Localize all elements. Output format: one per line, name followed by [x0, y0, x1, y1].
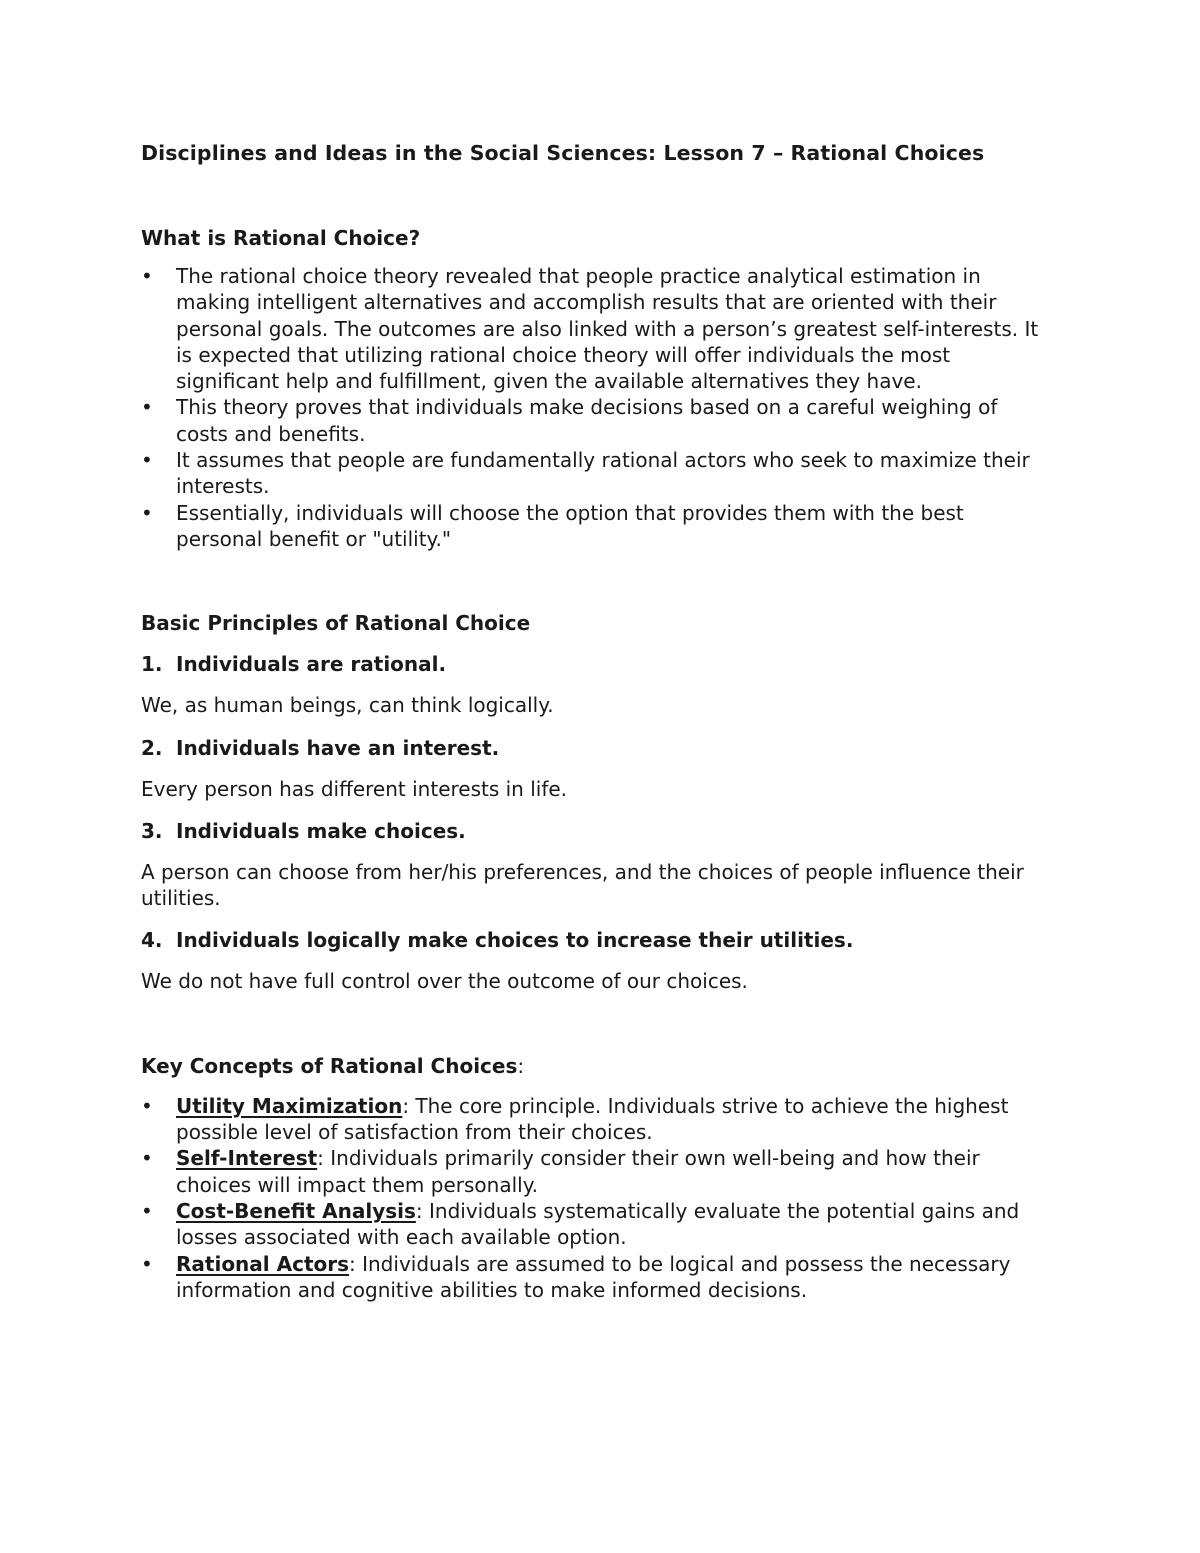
concept-term: Utility Maximization [176, 1093, 403, 1118]
bullet-text: The rational choice theory revealed that people practice analytical estimation in making intelligent alternatives and accomplish results that are oriented with their personal goals. The outcomes are also linked with a person’s greatest self-interests. It is expected that utilizing rational choice theory will offer individuals the most significant help and fulfillment, given the available alternatives they have. [176, 264, 1039, 394]
list-item [141, 1093, 1051, 1146]
key-concepts-heading-text: Key Concepts of Rational Choices [141, 1053, 518, 1078]
list-item [141, 1251, 1051, 1304]
principle-1 [141, 649, 1051, 718]
principle-number: 1. [141, 652, 163, 677]
principle-body: We, as human beings, can think logically. [141, 693, 554, 718]
list-item [141, 447, 1051, 500]
what-is-bullet-list [141, 263, 1051, 552]
bullet-icon: • [141, 264, 153, 288]
key-concepts-heading [141, 1051, 1051, 1081]
bullet-icon: • [141, 500, 153, 525]
bullet-text: It assumes that people are fundamentally rational actors who seek to maximize their interests. [176, 448, 1030, 499]
principle-heading [141, 649, 1051, 679]
bullet-icon: • [141, 1251, 153, 1276]
list-item [141, 1198, 1051, 1251]
principle-heading [141, 733, 1051, 763]
principle-heading [141, 816, 1051, 846]
list-item [141, 500, 1051, 553]
concept-text: : Individuals systematically evaluate the potential gains and losses associated with each available option. [176, 1198, 1020, 1250]
principle-title: Individuals logically make choices to increase their utilities. [176, 928, 854, 953]
list-item [141, 394, 1051, 447]
principle-4 [141, 925, 1051, 994]
principle-2 [141, 733, 1051, 802]
principle-heading [141, 925, 1051, 955]
principle-number: 2. [141, 735, 163, 760]
principle-title: Individuals are rational. [176, 652, 447, 677]
concept-term: Rational Actors [176, 1251, 350, 1276]
concept-text: : Individuals are assumed to be logical and possess the necessary information and cognitive abilities to make informed decisions. [176, 1251, 1011, 1302]
bullet-icon: • [141, 1146, 153, 1171]
bullet-icon: • [141, 395, 153, 420]
bullet-icon: • [141, 1198, 153, 1223]
principle-body: Every person has different interests in life. [141, 776, 568, 801]
principles-heading: Basic Principles of Rational Choice [141, 611, 531, 636]
principle-body: We do not have full control over the outcome of our choices. [141, 969, 748, 994]
principle-number: 3. [141, 818, 163, 843]
key-concepts-heading-suffix: : [517, 1053, 525, 1078]
principle-title: Individuals have an interest. [176, 735, 500, 760]
bullet-icon: • [141, 1093, 153, 1118]
principle-3 [141, 816, 1051, 912]
concept-term: Self-Interest [176, 1146, 318, 1171]
bullet-icon: • [141, 448, 153, 473]
principle-title: Individuals make choices. [176, 818, 466, 843]
principle-number: 4. [141, 928, 163, 953]
bullet-text: This theory proves that individuals make decisions based on a careful weighing of costs and benefits. [176, 395, 998, 446]
list-item [141, 263, 1051, 394]
what-is-heading: What is Rational Choice? [141, 226, 421, 250]
document-content [141, 138, 1051, 1303]
concept-text: : Individuals primarily consider their own well-being and how their choices will impact them personally. [176, 1146, 980, 1197]
principle-body: A person can choose from her/his preferences, and the choices of people influence their utilities. [141, 859, 1024, 911]
concept-text: : The core principle. Individuals strive to achieve the highest possible level of satisfaction from their choices. [176, 1093, 1009, 1145]
key-concepts-list [141, 1093, 1051, 1303]
bullet-text: Essentially, individuals will choose the option that provides them with the best personal benefit or "utility." [176, 500, 964, 551]
document-title: Disciplines and Ideas in the Social Sciences: Lesson 7 – Rational Choices [141, 141, 985, 165]
list-item [141, 1145, 1051, 1198]
concept-term: Cost-Benefit Analysis [176, 1198, 416, 1223]
